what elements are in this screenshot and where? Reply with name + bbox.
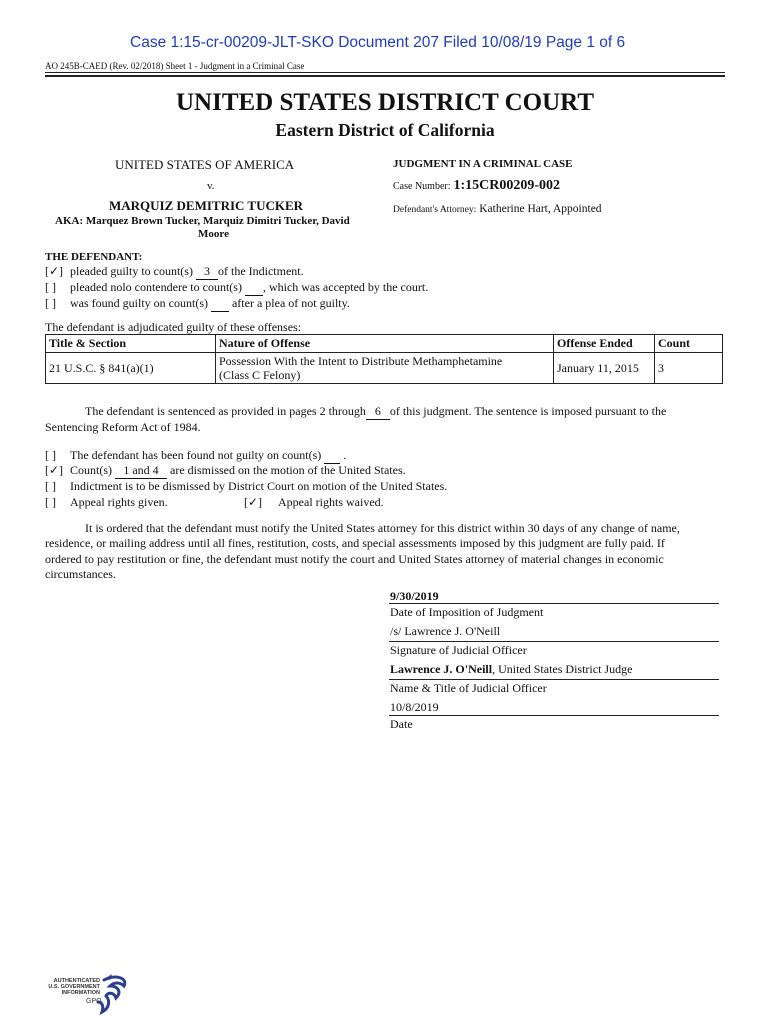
form-number: AO 245B-CAED (Rev. 02/2018) Sheet 1 - Judgment in a Criminal Case xyxy=(45,61,305,71)
checkbox-unchecked: [ ] xyxy=(45,448,56,462)
defendant-name: MARQUIZ DEMITRIC TUCKER xyxy=(109,198,304,213)
attorney-row xyxy=(393,201,602,216)
header-title-section: Title & Section xyxy=(46,335,216,353)
plaintiff: UNITED STATES OF AMERICA xyxy=(115,157,295,172)
gpo-text: AUTHENTICATED U.S. GOVERNMENT INFORMATION xyxy=(48,978,100,996)
header-nature: Nature of Offense xyxy=(216,335,554,353)
signature-rule xyxy=(389,715,719,716)
versus: v. xyxy=(207,180,215,192)
header-rule-thin xyxy=(45,72,725,73)
cell-offense-ended: January 11, 2015 xyxy=(554,353,655,384)
disposition-not-guilty: [ ] The defendant has been found not guilty on count(s) . xyxy=(45,448,347,462)
name-title-label: Name & Title of Judicial Officer xyxy=(390,681,547,695)
plea-line-guilty: [✓] pleaded guilty to count(s) 3 of the Indictment. xyxy=(45,264,304,278)
signature-rule xyxy=(389,641,719,642)
court-district: Eastern District of California xyxy=(275,120,495,140)
sentence-line-2: Sentencing Reform Act of 1984. xyxy=(45,420,201,434)
order-line-2: residence, or mailing address until all fines, restitution, costs, and special assessments imposed by this judgment are fully paid. If xyxy=(45,536,665,550)
order-line-1: It is ordered that the defendant must notify the United States attorney for this district within 30 days of any change of name, xyxy=(85,521,680,535)
checkbox-unchecked: [ ] xyxy=(45,495,56,509)
case-stamp: Case 1:15-cr-00209-JLT-SKO Document 207 Filed 10/08/19 Page 1 of 6 xyxy=(130,34,626,51)
pages-blank: 6 xyxy=(366,404,390,420)
aka-line-1: AKA: Marquez Brown Tucker, Marquiz Dimitri Tucker, David xyxy=(55,215,350,227)
header-rule-thick xyxy=(45,75,725,77)
signature-rule xyxy=(389,679,719,680)
plea-line-found-guilty: [ ] was found guilty on count(s) after a plea of not guilty. xyxy=(45,296,350,310)
checkbox-unchecked: [ ] xyxy=(45,280,56,294)
defendant-heading: THE DEFENDANT: xyxy=(45,251,143,263)
checkbox-checked: [✓] xyxy=(45,463,64,477)
document-type: JUDGMENT IN A CRIMINAL CASE xyxy=(393,158,573,170)
judge-signature: /s/ Lawrence J. O'Neill xyxy=(390,624,501,638)
header-count: Count xyxy=(655,335,723,353)
case-number: 1:15CR00209-002 xyxy=(453,178,561,193)
aka-line-2: Moore xyxy=(198,228,229,240)
plea-line-nolo: [ ] pleaded nolo contendere to count(s) , which was accepted by the court. xyxy=(45,280,429,294)
officer-name: Lawrence J. O'Neill xyxy=(390,662,493,676)
disposition-appeal-waived: [✓] Appeal rights waived. xyxy=(244,495,384,509)
case-number-label: Case Number: xyxy=(393,181,451,192)
header-offense-ended: Offense Ended xyxy=(554,335,655,353)
checkbox-checked: [✓] xyxy=(45,264,64,278)
attorney-name: Katherine Hart, Appointed xyxy=(479,203,602,215)
sentence-line-1: The defendant is sentenced as provided in pages 2 through 6 of this judgment. The sentence is imposed pursuant to the xyxy=(85,404,667,418)
table-header-row xyxy=(46,335,723,353)
officer-title: , United States District Judge xyxy=(492,662,633,676)
count-blank xyxy=(245,280,263,296)
cell-title-section: 21 U.S.C. § 841(a)(1) xyxy=(46,353,216,384)
order-line-4: circumstances. xyxy=(45,567,116,581)
court-name: UNITED STATES DISTRICT COURT xyxy=(176,89,594,116)
checkbox-checked: [✓] xyxy=(244,495,263,509)
disposition-appeal-given: [ ] Appeal rights given. xyxy=(45,495,168,509)
disposition-dismissed-counts: [✓] Count(s) 1 and 4 are dismissed on the motion of the United States. xyxy=(45,463,406,477)
disposition-indictment: [ ] Indictment is to be dismissed by District Court on motion of the United States. xyxy=(45,479,448,493)
signing-date: 10/8/2019 xyxy=(390,700,439,714)
checkbox-unchecked: [ ] xyxy=(45,296,56,310)
imposition-date: 9/30/2019 xyxy=(390,589,439,603)
attorney-label: Defendant's Attorney: xyxy=(393,205,477,215)
offenses-table xyxy=(45,334,723,384)
case-number-row xyxy=(393,178,560,194)
signature-label: Signature of Judicial Officer xyxy=(390,643,527,657)
order-line-3: ordered to pay restitution or fine, the defendant must notify the court and United States attorney of material changes in economic xyxy=(45,552,664,566)
adjudicated-text: The defendant is adjudicated guilty of these offenses: xyxy=(45,320,302,334)
date-label: Date xyxy=(390,717,413,731)
cell-nature: Possession With the Intent to Distribute Methamphetamine (Class C Felony) xyxy=(216,353,554,384)
officer-name-title xyxy=(390,662,632,677)
gpo-authenticated-logo xyxy=(44,972,134,1017)
gpo-mark: GPO xyxy=(86,998,102,1005)
imposition-date-label: Date of Imposition of Judgment xyxy=(390,605,544,619)
table-row xyxy=(46,353,723,384)
count-blank xyxy=(211,296,229,312)
cell-count: 3 xyxy=(655,353,723,384)
checkbox-unchecked: [ ] xyxy=(45,479,56,493)
signature-rule xyxy=(389,603,719,604)
count-blank: 3 xyxy=(196,264,218,280)
